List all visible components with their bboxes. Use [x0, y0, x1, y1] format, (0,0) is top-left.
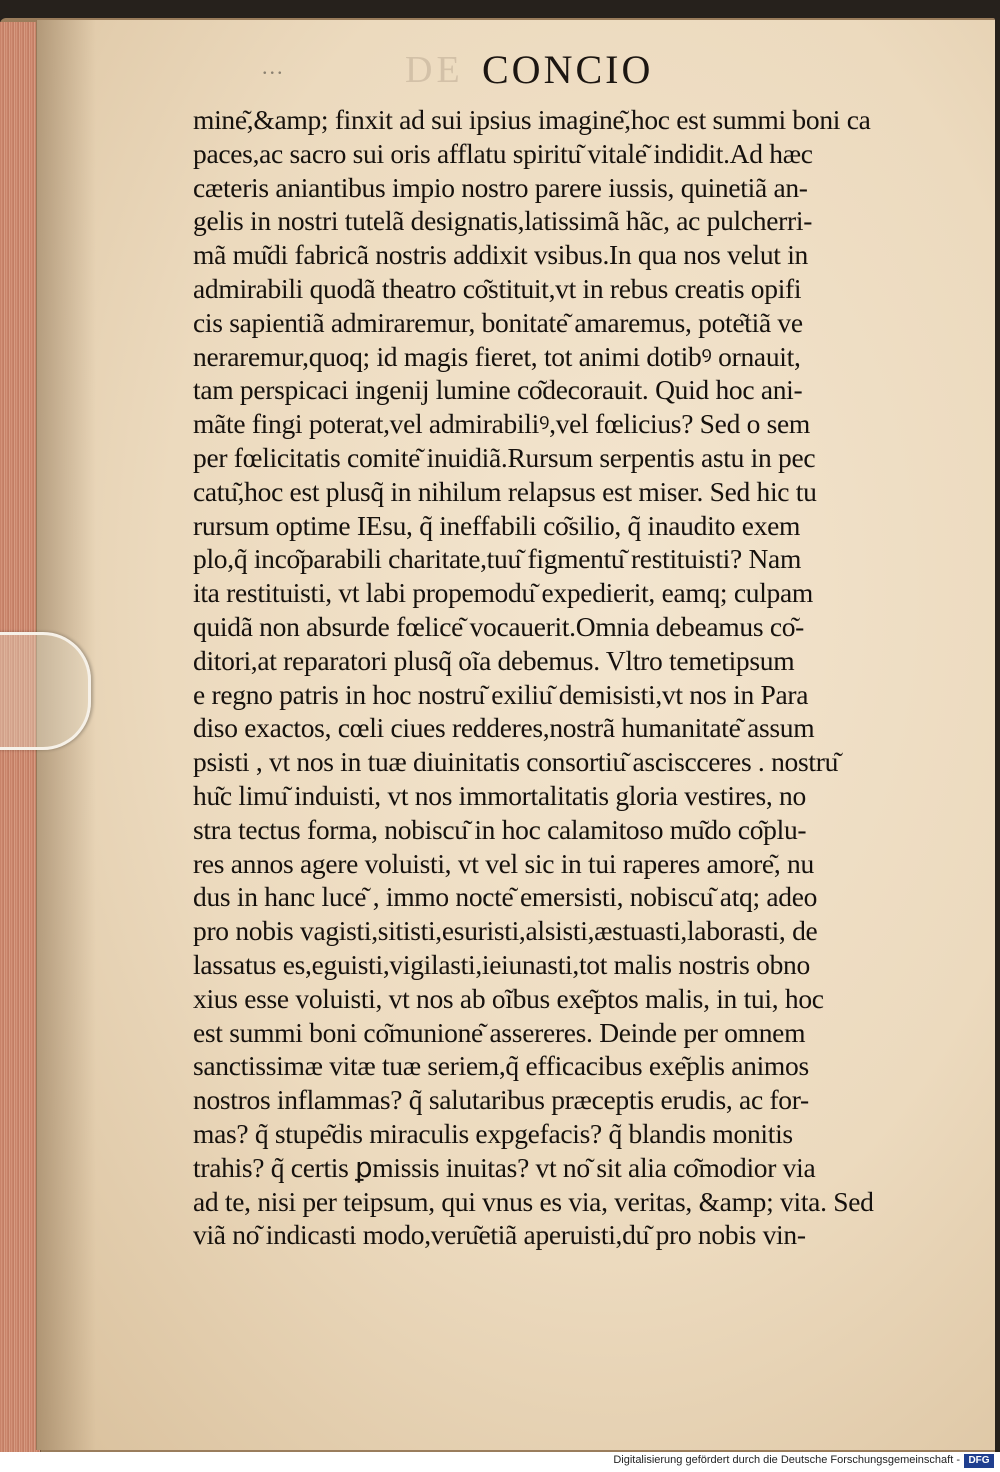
- text-line: dus in hanc luce͂ , immo nocte͂ emersisti, nobiscu͂ atq; adeo: [193, 881, 818, 913]
- show-through-text: DE: [405, 49, 464, 91]
- text-line: ditori,at reparatori plusq̃ oĩa debemus. Vltro temetipsum: [193, 644, 795, 676]
- text-line: ad te, nisi per teipsum, qui vnus es via, veritas, &amp; vita. Sed: [193, 1185, 874, 1217]
- text-line: mãte fingi poterat,vel admirabiliꝰ,vel fœlicius? Sed o sem: [193, 408, 811, 440]
- text-line: lassatus es,eguisti,vigilasti,ieiunasti,tot malis nostris obno: [193, 948, 810, 980]
- text-line: cis sapientiã admiraremur, bonitate͂ amaremus, pote͂tiã ve: [193, 306, 803, 338]
- page-number: ...: [262, 54, 285, 79]
- text-line: cæteris aniantibus impio nostro parere iussis, quinetiã an-: [193, 171, 808, 203]
- text-line: rursum optime IEsu, q̃ ineffabili co͂silio, q̃ inaudito exem: [193, 509, 801, 541]
- text-line: gelis in nostri tutelã designatis,latissimã hãc, ac pulcherri-: [193, 205, 813, 237]
- text-line: mas? q̃ stupe͂dis miraculis expgefacis? q̃ blandis monitis: [193, 1117, 793, 1149]
- text-line: viã no͂ indicasti modo,veru͂etiã aperuisti,du͂ pro nobis vin-: [193, 1219, 806, 1251]
- text-line: mine͂,&amp; finxit ad sui ipsius imagine͂,hoc est summi boni ca: [193, 104, 871, 135]
- text-line: stra tectus forma, nobiscu͂ in hoc calamitoso mu͂do co͂plu-: [193, 813, 807, 845]
- text-line: tam perspicaci ingenij lumine co͂decorauit. Quid hoc ani-: [193, 374, 803, 406]
- text-line: admirabili quodã theatro co͂stituit,vt in rebus creatis opifi: [193, 272, 802, 304]
- clasp-strap: [0, 632, 91, 750]
- text-line: quidã non absurde fœlice͂ vocauerit.Omnia debeamus co͂-: [193, 610, 805, 642]
- text-line: paces,ac sacro sui oris afflatu spiritu͂ vitale͂ indidit.Ad hæc: [193, 137, 813, 169]
- text-line: per fœlicitatis comite͂ inuidiã.Rursum serpentis astu in pec: [193, 441, 816, 473]
- dfg-credit: Digitalisierung gefördert durch die Deutsche Forschungsgemeinschaft -: [613, 1454, 960, 1466]
- text-line: est summi boni co͂munione͂ assereres. Deinde per omnem: [193, 1016, 806, 1048]
- text-line: pro nobis vagisti,sitisti,esuristi,alsisti,æstuasti,laborasti, de: [193, 915, 818, 947]
- text-line: xius esse voluisti, vt nos ab oĩbus exe͂ptos malis, in tui, hoc: [193, 982, 824, 1014]
- text-line: diso exactos, cœli ciues redderes,nostrã humanitate͂ assum: [193, 712, 815, 744]
- text-line: e regno patris in hoc nostru͂ exiliu͂ demisisti,vt nos in Para: [193, 678, 809, 710]
- footer-bar: [0, 1452, 1000, 1472]
- dfg-logo: DFG: [964, 1454, 994, 1468]
- text-line: trahis? q̃ certis ꝑmissis inuitas? vt no͂ sit alia co͂modior via: [193, 1151, 816, 1183]
- text-line: nostros inflammas? q̃ salutaribus præceptis erudis, ac for-: [193, 1084, 809, 1116]
- text-line: psisti , vt nos in tuæ diuinitatis consortiu͂ asciscceres . nostru͂: [193, 746, 839, 778]
- text-line: catu͂,hoc est plusq̃ in nihilum relapsus est miser. Sed hic tu: [193, 475, 817, 507]
- text-line: ita restituisti, vt labi propemodu͂ expedierit, eamq; culpam: [193, 577, 813, 609]
- body-text: [193, 103, 933, 1252]
- text-line: sanctissimæ vitæ tuæ seriem,q̃ efficacibus exe͂plis animos: [193, 1050, 809, 1082]
- text-line: plo,q̃ inco͂parabili charitate,tuu͂ figmentu͂ restituisti? Nam: [193, 543, 802, 575]
- text-line: neraremur,quoq; id magis fieret, tot animi dotibꝰ ornauit,: [193, 340, 801, 372]
- text-line: mã mu͂di fabricã nostris addixit vsibus.In qua nos velut in: [193, 239, 809, 271]
- text-line: hu͂c limu͂ induisti, vt nos immortalitatis gloria vestires, no: [193, 779, 806, 811]
- running-head: CONCIO: [482, 47, 654, 92]
- text-line: res annos agere voluisti, vt vel sic in tui raperes amore͂, nu: [193, 847, 814, 879]
- page-header: [0, 47, 1000, 92]
